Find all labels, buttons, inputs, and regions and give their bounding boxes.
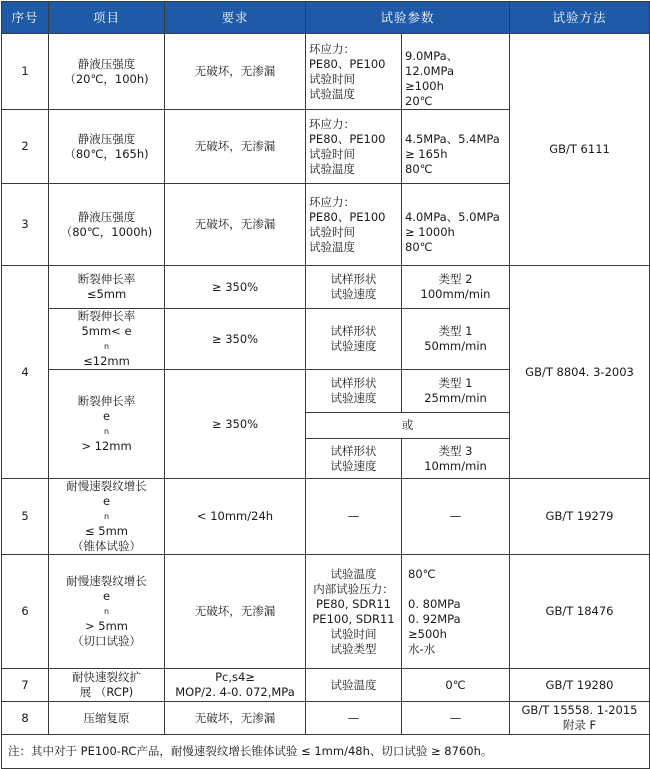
row-requirement: 无破坏，无渗漏 xyxy=(165,110,306,184)
row-no: 5 xyxy=(2,479,49,555)
row-values: 类型 1 25mm/min xyxy=(402,370,510,413)
row-item: 静液压强度 （80℃，1000h) xyxy=(49,184,165,266)
row-no: 4 xyxy=(2,266,49,479)
row-method: GB/T 18476 xyxy=(510,555,650,669)
row-values: — xyxy=(402,702,510,735)
header-requirement: 要求 xyxy=(165,2,306,34)
row-method: GB/T 19280 xyxy=(510,669,650,702)
row-requirement: ≥ 350% xyxy=(165,309,306,370)
row-method: GB/T 19279 xyxy=(510,479,650,555)
note-row xyxy=(2,735,650,769)
row-values: 类型 2 100mm/min xyxy=(402,266,510,309)
row-requirement: < 10mm/24h xyxy=(165,479,306,555)
row-values: 0℃ xyxy=(402,669,510,702)
row-item: 静液压强度 （80℃，165h) xyxy=(49,110,165,184)
row-item: 断裂伸长率 5mm< e n ≤12mm xyxy=(49,309,165,370)
row-params: 环应力： PE80、PE100 试验时间 试验温度 xyxy=(306,34,402,110)
row-values: 类型 3 10mm/min xyxy=(402,439,510,479)
row-item: 断裂伸长率 e n > 12mm xyxy=(49,370,165,479)
row-params: — xyxy=(306,702,402,735)
row-params: 试样形状 试验速度 xyxy=(306,309,402,370)
row-values: 4.5MPa、5.4MPa ≥ 165h 80℃ xyxy=(402,110,510,184)
table-row xyxy=(2,702,650,735)
row-params: 试样形状 试验速度 xyxy=(306,266,402,309)
row-requirement: 无破坏，无渗漏 xyxy=(165,702,306,735)
row-item: 压缩复原 xyxy=(49,702,165,735)
row-values: 80℃ 0. 80MPa 0. 92MPa ≥500h 水-水 xyxy=(402,555,510,669)
row-values: 类型 1 50mm/min xyxy=(402,309,510,370)
row-requirement: ≥ 350% xyxy=(165,370,306,479)
row-no: 7 xyxy=(2,669,49,702)
row-requirement: 无破坏，无渗漏 xyxy=(165,34,306,110)
header-item: 项目 xyxy=(49,2,165,34)
row-item: 静液压强度 （20℃，100h) xyxy=(49,34,165,110)
row-values: 9.0MPa、12.0MPa ≥100h 20℃ xyxy=(402,34,510,110)
row-item: 耐慢速裂纹增长 e n > 5mm （切口试验） xyxy=(49,555,165,669)
row-params: 试验温度 xyxy=(306,669,402,702)
row-item: 断裂伸长率 ≤5mm xyxy=(49,266,165,309)
row-item: 耐慢速裂纹增长 e n ≤ 5mm （锥体试验） xyxy=(49,479,165,555)
row-method: GB/T 8804. 3-2003 xyxy=(510,266,650,479)
table-row xyxy=(2,555,650,669)
row-requirement: 无破坏，无渗漏 xyxy=(165,184,306,266)
row-item: 耐快速裂纹扩 展 （RCP) xyxy=(49,669,165,702)
table-row xyxy=(2,479,650,555)
row-requirement: Pc,s4≥ MOP/2. 4-0. 072,MPa xyxy=(165,669,306,702)
row-params: 试样形状 试验速度 xyxy=(306,370,402,413)
table-row xyxy=(2,266,650,309)
row-requirement: ≥ 350% xyxy=(165,266,306,309)
row-method: GB/T 6111 xyxy=(510,34,650,266)
row-values: — xyxy=(402,479,510,555)
header-no: 序号 xyxy=(2,2,49,34)
header-test-params: 试验参数 xyxy=(306,2,510,34)
row-params: 试样形状 试验速度 xyxy=(306,439,402,479)
row-requirement: 无破坏，无渗漏 xyxy=(165,555,306,669)
table-row xyxy=(2,34,650,110)
table-header-row xyxy=(2,2,650,34)
row-params: 试验温度 内部试验压力： PE80, SDR11 PE100, SDR11 试验时间 试验类型 xyxy=(306,555,402,669)
or-label: 或 xyxy=(306,413,510,439)
row-no: 6 xyxy=(2,555,49,669)
row-values: 4.0MPa、5.0MPa ≥ 1000h 80℃ xyxy=(402,184,510,266)
row-params: 环应力： PE80、PE100 试验时间 试验温度 xyxy=(306,184,402,266)
table-note: 注：其中对于 PE100-RC产品，耐慢速裂纹增长锥体试验 ≤ 1mm/48h、切口试验 ≥ 8760h。 xyxy=(2,735,650,769)
row-method: GB/T 15558. 1-2015 附录 F xyxy=(510,702,650,735)
row-no: 2 xyxy=(2,110,49,184)
row-params: — xyxy=(306,479,402,555)
row-no: 8 xyxy=(2,702,49,735)
row-params: 环应力： PE80、PE100 试验时间 试验温度 xyxy=(306,110,402,184)
row-no: 1 xyxy=(2,34,49,110)
header-test-method: 试验方法 xyxy=(510,2,650,34)
row-no: 3 xyxy=(2,184,49,266)
table-row xyxy=(2,669,650,702)
test-requirements-table xyxy=(1,1,650,769)
